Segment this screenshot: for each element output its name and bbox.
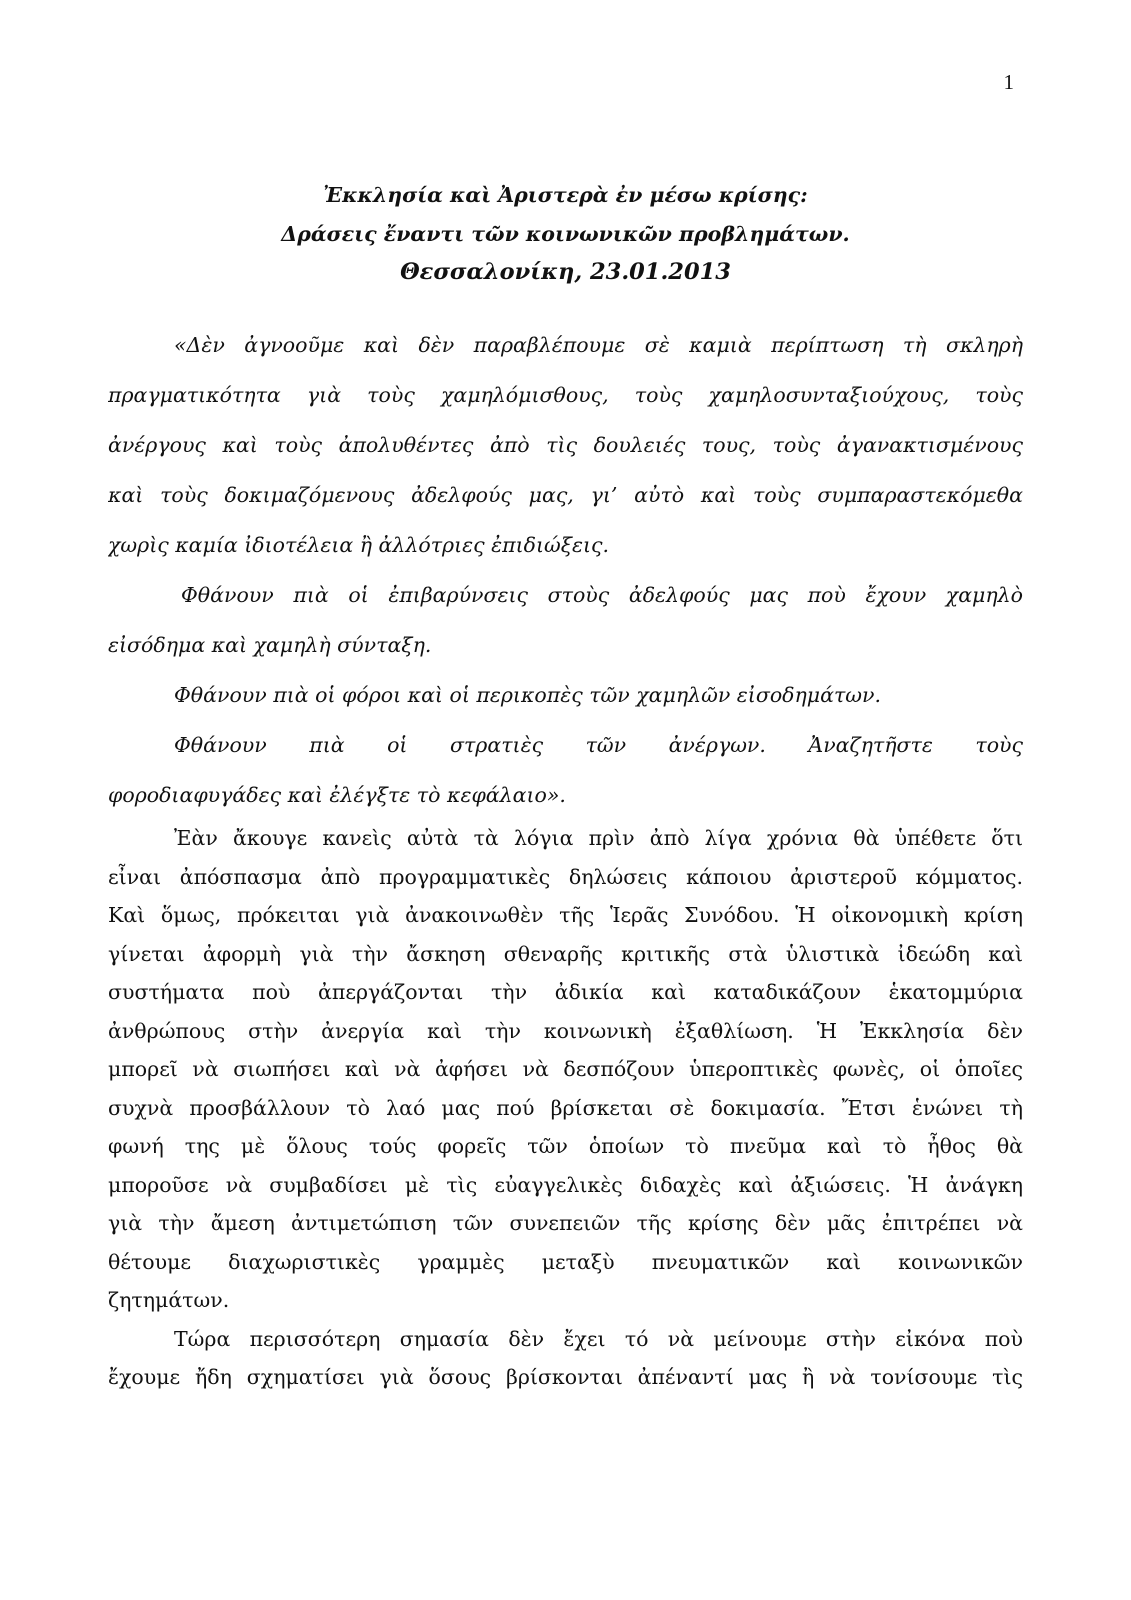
title-line: Ἐκκλησία καὶ Ἀριστερὰ ἐν μέσω κρίσης: <box>323 183 808 207</box>
body-text <box>108 819 1023 1397</box>
body-line: μπορεῖ νὰ σιωπήσει καὶ νὰ ἀφήσει νὰ δεσπόζουν ὑπεροπτικὲς φωνὲς, οἱ ὁποῖες <box>108 1057 1023 1081</box>
quote-line: φοροδιαφυγάδες καὶ ἐλέγξτε τὸ κεφάλαιο». <box>108 783 566 807</box>
body-line: θέτουμε διαχωριστικὲς γραμμὲς μεταξὺ πνευματικῶν καὶ κοινωνικῶν <box>108 1249 1023 1274</box>
body-line: συστήματα ποὺ ἀπεργάζονται τὴν ἀδικία καὶ καταδικάζουν ἑκατομμύρια <box>108 980 1023 1004</box>
quote-line: Φθάνουν πιὰ οἱ ἐπιβαρύνσεις στοὺς ἀδελφούς μας ποὺ ἔχουν χαμηλὸ <box>181 583 1023 607</box>
quote-line: εἰσόδημα καὶ χαμηλὴ σύνταξη. <box>108 633 432 657</box>
subtitle-line: Δράσεις ἔναντι τῶν κοινωνικῶν προβλημάτων. <box>281 221 850 246</box>
body-line: εἶναι ἀπόσπασμα ἀπὸ προγραμματικὲς δηλώσεις κάποιου ἀριστεροῦ κόμματος. <box>108 864 1023 889</box>
body-line: Καὶ ὅμως, πρόκειται γιὰ ἀνακοινωθὲν τῆς Ἱερᾶς Συνόδου. Ἡ οἰκονομικὴ κρίση <box>108 903 1023 927</box>
body-line: φωνή της μὲ ὅλους τούς φορεῖς τῶν ὁποίων τὸ πνεῦμα καὶ τὸ ἦθος θὰ <box>108 1134 1023 1158</box>
body-line: ἔχουμε ἤδη σχηματίσει γιὰ ὅσους βρίσκονται ἀπέναντί μας ἢ νὰ τονίσουμε τὶς <box>108 1365 1023 1389</box>
place-date-line: Θεσσαλονίκη, 23.01.2013 <box>400 259 731 285</box>
quote-block <box>108 320 1023 820</box>
title-block <box>108 176 1023 292</box>
body-line: ζητημάτων. <box>108 1288 230 1312</box>
body-line: μποροῦσε νὰ συμβαδίσει μὲ τὶς εὐαγγελικὲς διδαχὲς καὶ ἀξιώσεις. Ἡ ἀνάγκη <box>108 1172 1023 1197</box>
quote-line: «Δὲν ἀγνοοῦμε καὶ δὲν παραβλέπουμε σὲ καμιὰ περίπτωση τὴ σκληρὴ <box>174 333 1023 357</box>
quote-line: πραγματικότητα γιὰ τοὺς χαμηλόμισθους, τοὺς χαμηλοσυνταξιούχους, τοὺς <box>108 383 1023 407</box>
quote-line: χωρὶς καμία ἰδιοτέλεια ἢ ἀλλότριες ἐπιδιώξεις. <box>108 533 610 557</box>
body-line: Ἐὰν ἄκουγε κανεὶς αὐτὰ τὰ λόγια πρὶν ἀπὸ λίγα χρόνια θὰ ὑπέθετε ὅτι <box>174 826 1023 850</box>
body-line: συχνὰ προσβάλλουν τὸ λαό μας πού βρίσκεται σὲ δοκιμασία. Ἔτσι ἑνώνει τὴ <box>108 1095 1023 1120</box>
body-line: γίνεται ἀφορμὴ γιὰ τὴν ἄσκηση σθεναρῆς κριτικῆς στὰ ὑλιστικὰ ἰδεώδη καὶ <box>108 941 1023 966</box>
body-line: γιὰ τὴν ἄμεση ἀντιμετώπιση τῶν συνεπειῶν τῆς κρίσης δὲν μᾶς ἐπιτρέπει νὰ <box>108 1211 1023 1235</box>
body-line: Τώρα περισσότερη σημασία δὲν ἔχει τό νὰ μείνουμε στὴν εἰκόνα ποὺ <box>174 1326 1023 1351</box>
quote-line: Φθάνουν πιὰ οἱ φόροι καὶ οἱ περικοπὲς τῶν χαμηλῶν εἰσοδημάτων. <box>174 683 881 707</box>
body-line: ἀνθρώπους στὴν ἀνεργία καὶ τὴν κοινωνικὴ ἐξαθλίωση. Ἡ Ἐκκλησία δὲν <box>108 1018 1023 1043</box>
quote-line: ἀνέργους καὶ τοὺς ἀπολυθέντες ἀπὸ τὶς δουλειές τους, τοὺς ἀγανακτισμένους <box>108 433 1023 457</box>
page-number: 1 <box>1003 70 1014 94</box>
quote-line: καὶ τοὺς δοκιμαζόμενους ἀδελφούς μας, γι’ αὐτὸ καὶ τοὺς συμπαραστεκόμεθα <box>108 483 1023 507</box>
quote-line: Φθάνουν πιὰ οἱ στρατιὲς τῶν ἀνέργων. Ἀναζητῆστε τοὺς <box>174 733 1023 757</box>
